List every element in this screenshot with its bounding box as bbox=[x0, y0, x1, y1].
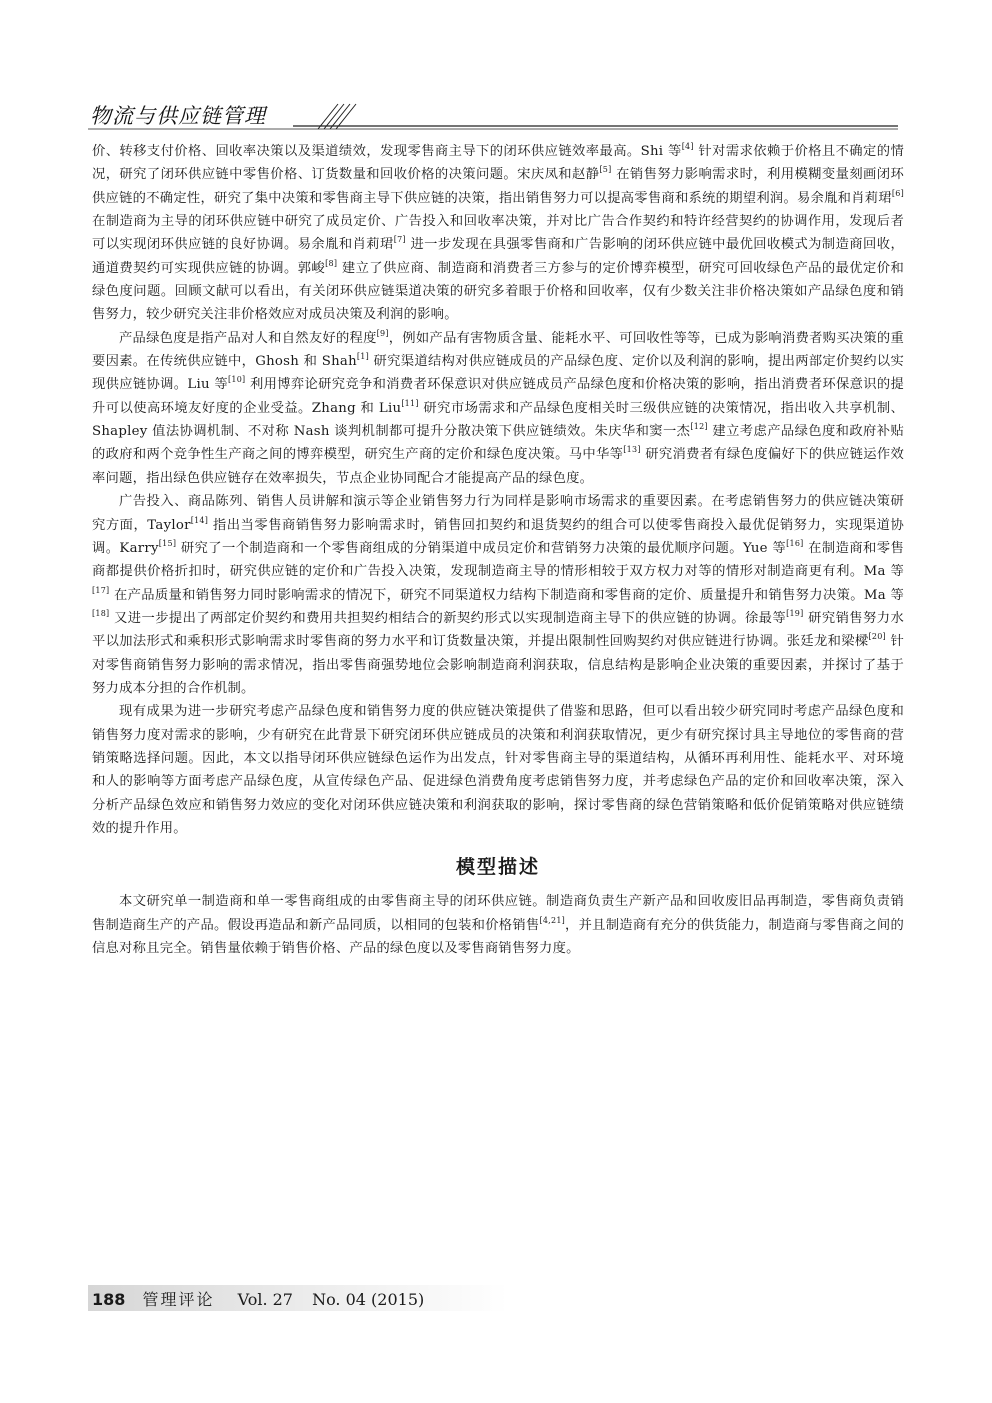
journal-volume: Vol. 27 bbox=[237, 1290, 293, 1309]
section-paragraph: 本文研究单一制造商和单一零售商组成的由零售商主导的闭环供应链。制造商负责生产新产品和回收废旧品再制造，零售商负责销售制造商生产的产品。假设再造品和新产品同质，以相同的包装和价格销售[4,21]，并且制造商有充分的供货能力，制造商与零售商之间的信息对称且完全。销售量依赖于销售价格、产品的绿色度以及零售商销售努力度。 bbox=[92, 894, 905, 956]
journal-issue: No. 04 (2015) bbox=[312, 1290, 425, 1309]
page-footer bbox=[88, 1285, 508, 1311]
paragraph-1: 价、转移支付价格、回收率决策以及渠道绩效，发现零售商主导下的闭环供应链效率最高。Shi 等[4] 针对需求依赖于价格且不确定的情况，研究了闭环供应链中零售价格、订货数量和回收价格的决策问题。宋庆凤和赵静[5] 在销售努力影响需求时，利用模糊变量刻画闭环供应链的不确定性，研究了集中决策和零售商主导下供应链的决策，指出销售努力可以提高零售商和系统的期望利润。易余胤和肖莉珺[6] 在制造商为主导的闭环供应链中研究了成员定价、广告投入和回收率决策，并对比广告合作契约和特许经营契约的协调作用，发现后者可以实现闭环供应链的良好协调。易余胤和肖莉珺[7] 进一步发现在具强零售商和广告影响的闭环供应链中最优回收模式为制造商回收，通道费契约可实现供应链的协调。郭峻[8] 建立了供应商、制造商和消费者三方参与的定价博弈模型，研究可回收绿色产品的最优定价和绿色度问题。回顾文献可以看出，有关闭环供应链渠道决策的研究多着眼于价格和回收率，仅有少数关注非价格决策如产品绿色度和销售努力，较少研究关注非价格效应对成员决策及利润的影响。 bbox=[92, 142, 905, 323]
article-body bbox=[92, 140, 904, 960]
paragraph-2: 产品绿色度是指产品对人和自然友好的程度[9]，例如产品有害物质含量、能耗水平、可回收性等等，已成为影响消费者购买决策的重要因素。在传统供应链中，Ghosh 和 Shah[1] 研究渠道结构对供应链成员的产品绿色度、定价以及利润的影响，提出两部定价契约以实现供应链协调。Liu 等[10] 利用博弈论研究竞争和消费者环保意识对供应链成员产品绿色度和价格决策的影响，指出消费者环保意识的提升可以使高环境友好度的企业受益。Zhang 和 Liu[11] 研究市场需求和产品绿色度相关时三级供应链的决策情况，指出收入共享机制、Shapley 值法协调机制、不对称 Nash 谈判机制都可提升分散决策下供应链绩效。朱庆华和窦一杰[12] 建立考虑产品绿色度和政府补贴的政府和两个竞争性生产商之间的博弈模型，研究生产商的定价和绿色度决策。马中华等[13] 研究消费者有绿色度偏好下的供应链运作效率问题，指出绿色供应链存在效率损失，节点企业协同配合才能提高产品的绿色度。 bbox=[92, 328, 905, 486]
running-header bbox=[88, 98, 898, 132]
journal-name: 管理评论 bbox=[142, 1290, 215, 1309]
section-title: 模型描述 bbox=[455, 856, 540, 879]
paragraph-3: 广告投入、商品陈列、销售人员讲解和演示等企业销售努力行为同样是影响市场需求的重要因素。在考虑销售努力的供应链决策研究方面，Taylor[14] 指出当零售商销售努力影响需求时，销售回扣契约和退货契约的组合可以使零售商投入最优促销努力，实现渠道协调。Karry[15] 研究了一个制造商和一个零售商组成的分销渠道中成员定价和营销努力决策的最优顺序问题。Yue 等[16] 在制造商和零售商都提供价格折扣时，研究供应链的定价和广告投入决策，发现制造商主导的情形相较于双方权力对等的情形对制造商更有利。Ma 等[17] 在产品质量和销售努力同时影响需求的情况下，研究不同渠道权力结构下制造商和零售商的定价、质量提升和销售努力决策。Ma 等[18] 又进一步提出了两部定价契约和费用共担契约相结合的新契约形式以实现制造商主导下的供应链的协调。徐最等[19] 研究销售努力水平以加法形式和乘积形式影响需求时零售商的努力水平和订货数量决策，并提出限制性回购契约对供应链进行协调。张廷龙和梁樑[20] 针对零售商销售努力影响的需求情况，指出零售商强势地位会影响制造商利润获取，信息结构是影响企业决策的重要因素，并探讨了基于努力成本分担的合作机制。 bbox=[92, 494, 905, 696]
header-title: 物流与供应链管理 bbox=[90, 104, 266, 128]
page-number: 188 bbox=[92, 1290, 126, 1309]
paragraph-4: 现有成果为进一步研究考虑产品绿色度和销售努力度的供应链决策提供了借鉴和思路，但可以看出较少研究同时考虑产品绿色度和销售努力度对需求的影响，少有研究在此背景下研究闭环供应链成员的决策和利润获取情况，更少有研究探讨具主导地位的零售商的营销策略选择问题。因此，本文以指导闭环供应链绿色运作为出发点，针对零售商主导的渠道结构，从循环再利用性、能耗水平、对环境和人的影响等方面考虑产品绿色度，从宣传绿色产品、促进绿色消费角度考虑销售努力度，并考虑绿色产品的定价和回收率决策，深入分析产品绿色效应和销售努力效应的变化对闭环供应链决策和利润获取的影响，探讨零售商的绿色营销策略和低价促销策略对供应链绩效的提升作用。 bbox=[92, 704, 904, 836]
